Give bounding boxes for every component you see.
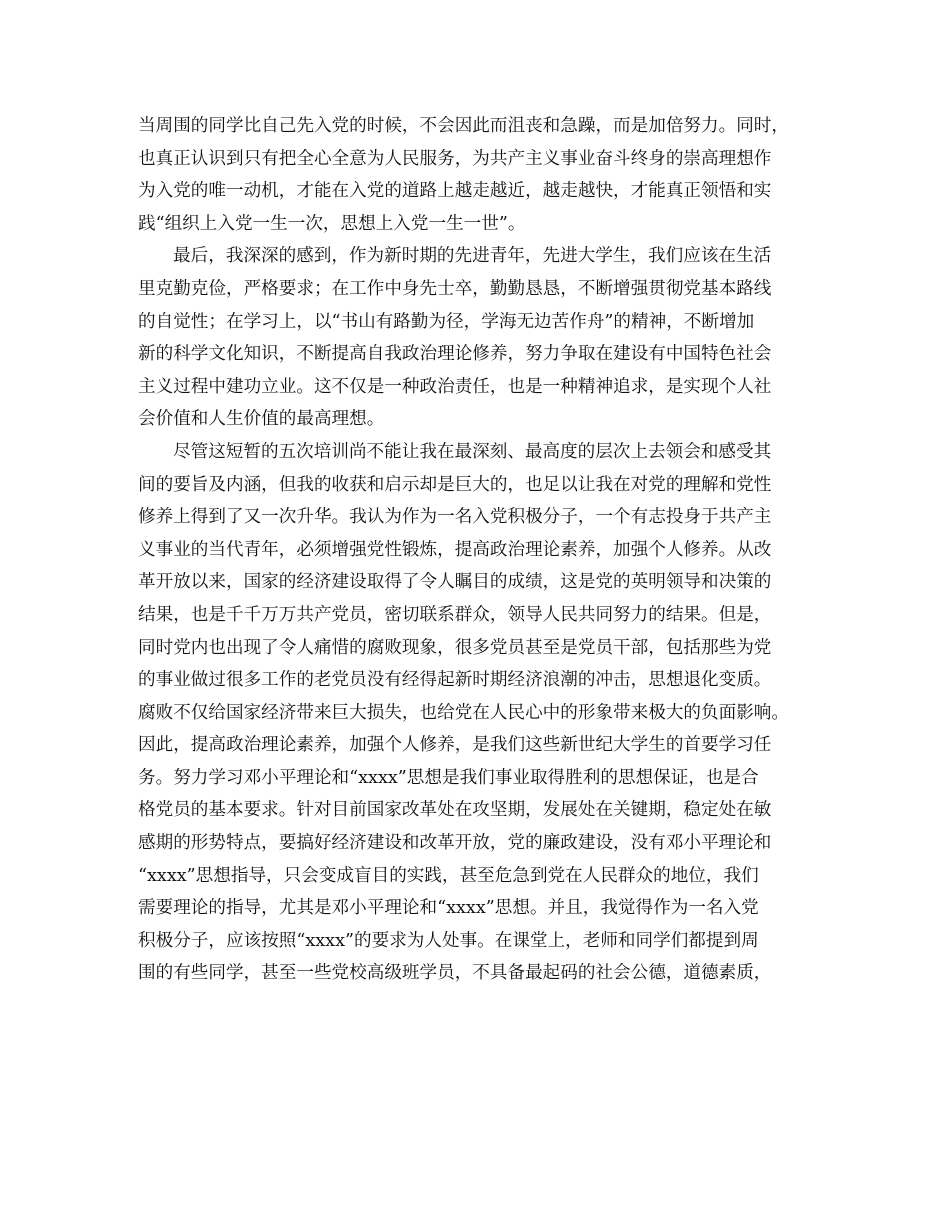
text-line: 主义过程中建功立业。这不仅是一种政治责任，也是一种精神追求，是实现个人社 xyxy=(138,376,772,397)
text-line: 修养上得到了又一次升华。我认为作为一名入党积极分子，一个有志投身于共产主 xyxy=(138,507,772,528)
paragraph-first-line: 尽管这短暂的五次培训尚不能让我在最深刻、最高度的层次上去领会和感受其 xyxy=(173,441,772,462)
text-line: 积极分子，应该按照“xxxx”的要求为人处事。在课堂上，老师和同学们都提到周 xyxy=(138,930,759,951)
text-line: 格党员的基本要求。针对目前国家改革处在攻坚期，发展处在关键期，稳定处在敏 xyxy=(138,800,772,821)
text-line: 间的要旨及内涵，但我的收获和启示却是巨大的，也足以让我在对党的理解和党性 xyxy=(138,474,772,495)
text-line: 腐败不仅给国家经济带来巨大损失，也给党在人民心中的形象带来极大的负面影响。 xyxy=(138,702,789,723)
text-line: 新的科学文化知识，不断提高自我政治理论修养，努力争取在建设有中国特色社会 xyxy=(138,344,772,365)
text-line: 为入党的唯一动机，才能在入党的道路上越走越近，越走越快，才能真正领悟和实 xyxy=(138,181,772,202)
text-line: 当周围的同学比自己先入党的时候，不会因此而沮丧和急躁，而是加倍努力。同时， xyxy=(138,116,789,136)
text-line: 里克勤克俭，严格要求；在工作中身先士卒，勤勤恳恳，不断增强贯彻党基本路线 xyxy=(138,278,772,299)
text-line: 的事业做过很多工作的老党员没有经得起新时期经济浪潮的冲击，思想退化变质。 xyxy=(138,670,772,691)
text-line: 同时党内也出现了令人痛惜的腐败现象，很多党员甚至是党员干部，包括那些为党 xyxy=(138,637,772,658)
text-line: 因此，提高政治理论素养，加强个人修养，是我们这些新世纪大学生的首要学习任 xyxy=(138,735,772,756)
text-line: 的自觉性；在学习上，以“书山有路勤为径，学海无边苦作舟”的精神，不断增加 xyxy=(138,311,755,332)
text-line: 革开放以来，国家的经济建设取得了令人瞩目的成绩，这是党的英明领导和决策的 xyxy=(138,572,772,593)
text-line: 务。努力学习邓小平理论和“xxxx”思想是我们事业取得胜利的思想保证，也是合 xyxy=(138,767,759,788)
text-line: 结果，也是千千万万共产党员，密切联系群众，领导人民共同努力的结果。但是， xyxy=(138,604,772,625)
text-line: 也真正认识到只有把全心全意为人民服务，为共产主义事业奋斗终身的崇高理想作 xyxy=(138,148,772,169)
text-line: 会价值和人生价值的最高理想。 xyxy=(138,409,385,430)
text-line: 义事业的当代青年，必须增强党性锻炼，提高政治理论素养，加强个人修养。从改 xyxy=(138,539,772,560)
text-line: 感期的形势特点，要搞好经济建设和改革开放，党的廉政建设，没有邓小平理论和 xyxy=(138,833,772,854)
document-body xyxy=(138,110,813,990)
paragraph-first-line: 最后，我深深的感到，作为新时期的先进青年，先进大学生，我们应该在生活 xyxy=(173,246,772,267)
text-line: 需要理论的指导，尤其是邓小平理论和“xxxx”思想。并且，我觉得作为一名入党 xyxy=(138,898,759,919)
text-line: 践“组织上入党一生一次，思想上入党一生一世”。 xyxy=(138,213,526,234)
text-line: “xxxx”思想指导，只会变成盲目的实践，甚至危急到党在人民群众的地位，我们 xyxy=(138,865,759,886)
text-line: 围的有些同学，甚至一些党校高级班学员，不具备最起码的社会公德，道德素质， xyxy=(138,963,772,984)
